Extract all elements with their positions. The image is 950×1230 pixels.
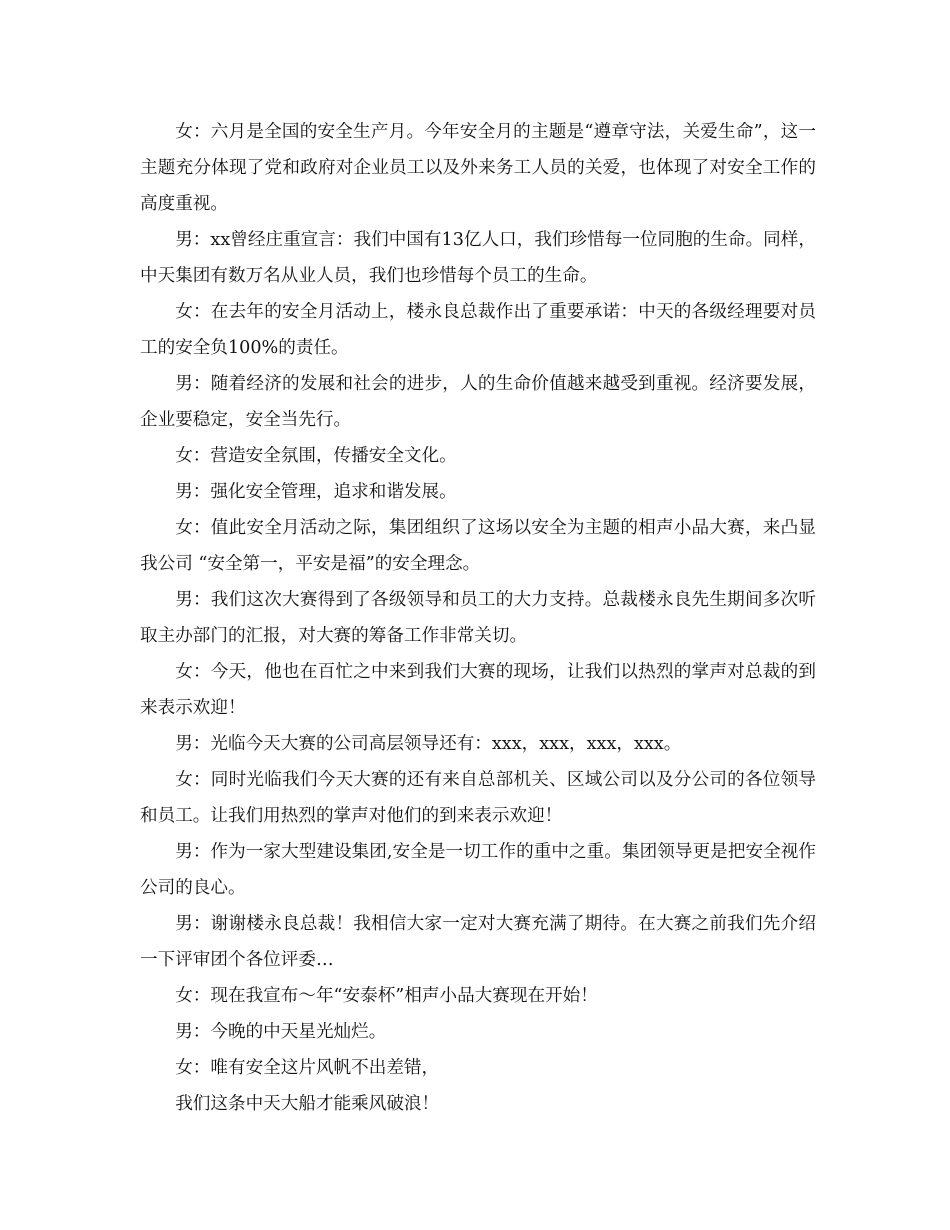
document-body [140,114,816,1122]
paragraph: 男：我们这次大赛得到了各级领导和员工的大力支持。总裁楼永良先生期间多次听取主办部门的汇报，对大赛的筹备工作非常关切。 [140,590,816,646]
paragraph: 男：强化安全管理，追求和谐发展。 [175,482,457,502]
paragraph: 男：今晚的中天星光灿烂。 [175,1022,387,1042]
paragraph: 女：同时光临我们今天大赛的还有来自总部机关、区域公司以及分公司的各位领导和员工。让我们用热烈的掌声对他们的到来表示欢迎！ [140,770,816,826]
paragraph: 女：营造安全氛围，传播安全文化。 [175,446,457,466]
paragraph: 女：值此安全月活动之际，集团组织了这场以安全为主题的相声小品大赛，来凸显我公司 “安全第一，平安是福”的安全理念。 [140,518,816,574]
paragraph: 我们这条中天大船才能乘风破浪！ [175,1094,440,1114]
paragraph: 女：六月是全国的安全生产月。今年安全月的主题是“遵章守法，关爱生命”，这一主题充分体现了党和政府对企业员工以及外来务工人员的关爱，也体现了对安全工作的高度重视。 [140,122,816,214]
paragraph: 男：随着经济的发展和社会的进步，人的生命价值越来越受到重视。经济要发展，企业要稳定，安全当先行。 [140,374,816,430]
paragraph: 女：在去年的安全月活动上，楼永良总裁作出了重要承诺：中天的各级经理要对员工的安全负100%的责任。 [140,302,816,358]
paragraph: 女：今天，他也在百忙之中来到我们大赛的现场，让我们以热烈的掌声对总裁的到来表示欢迎！ [140,662,816,718]
paragraph: 男：光临今天大赛的公司高层领导还有：xxx，xxx，xxx，xxx。 [175,734,682,754]
paragraph: 女：唯有安全这片风帆不出差错， [175,1058,440,1078]
paragraph: 男：xx曾经庄重宣言：我们中国有13亿人口，我们珍惜每一位同胞的生命。同样，中天集团有数万名从业人员，我们也珍惜每个员工的生命。 [140,230,816,286]
paragraph: 男：作为一家大型建设集团,安全是一切工作的重中之重。集团领导更是把安全视作公司的良心。 [140,842,816,898]
paragraph: 男：谢谢楼永良总裁！我相信大家一定对大赛充满了期待。在大赛之前我们先介绍一下评审团个各位评委… [140,914,816,970]
paragraph: 女：现在我宣布～年“安泰杯”相声小品大赛现在开始！ [175,986,598,1006]
